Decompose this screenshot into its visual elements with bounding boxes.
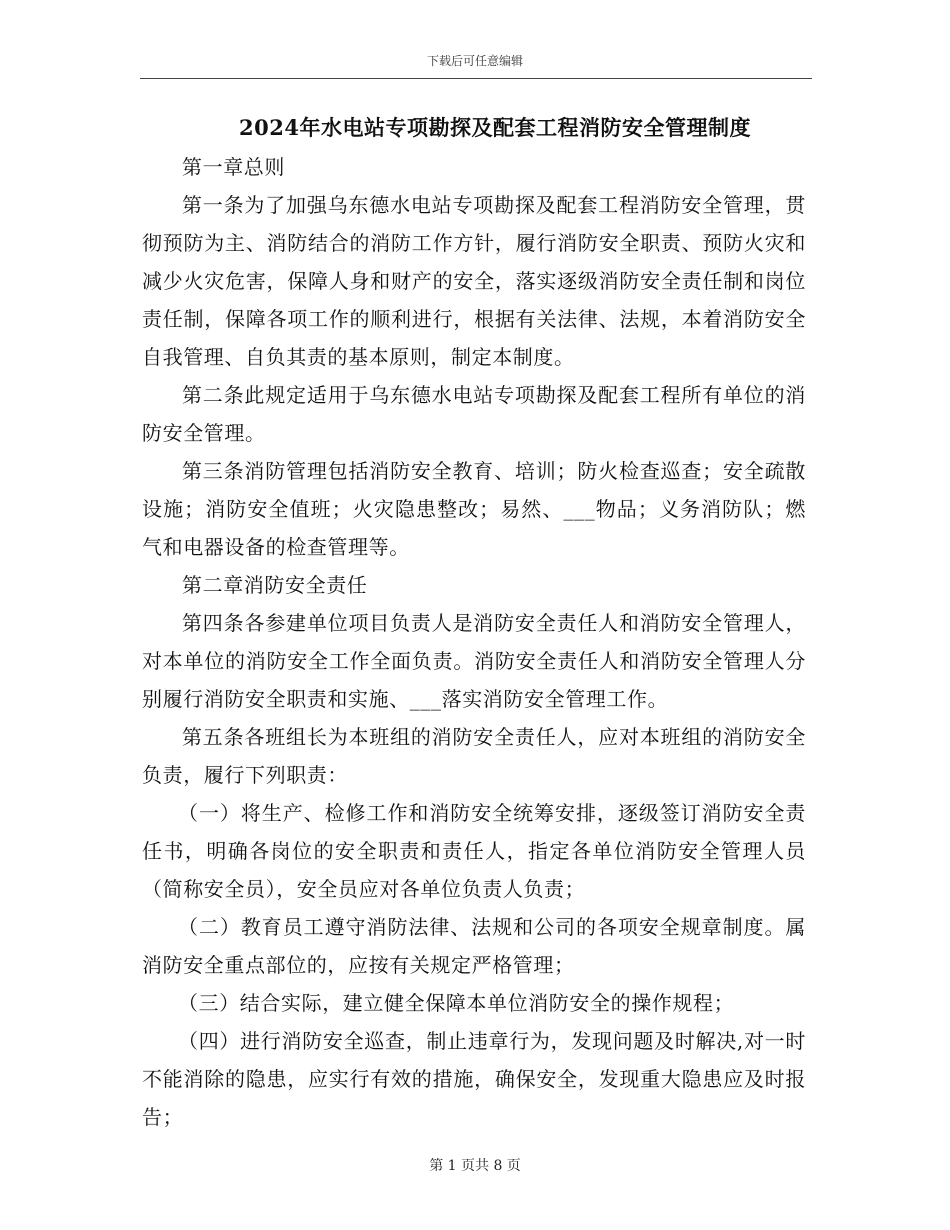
article-paragraph: 第五条各班组长为本班组的消防安全责任人，应对本班组的消防安全负责，履行下列职责： <box>142 725 806 787</box>
chapter-heading: 第一章总则 <box>182 155 285 179</box>
article-paragraph: 第三条消防管理包括消防安全教育、培训；防火检查巡查；安全疏散设施；消防安全值班；火灾隐患整改；易然、___物品；义务消防队；燃气和电器设备的检查管理等。 <box>142 459 806 559</box>
document-title: 2024年水电站专项勘探及配套工程消防安全管理制度 <box>239 115 751 140</box>
list-item: （一）将生产、检修工作和消防安全统筹安排，逐级签订消防安全责任书，明确各岗位的安全职责和责任人，指定各单位消防安全管理人员（简称安全员），安全员应对各单位负责人负责； <box>142 801 806 901</box>
document-body <box>142 148 806 1136</box>
list-item: （二）教育员工遵守消防法律、法规和公司的各项安全规章制度。属消防安全重点部位的，应按有关规定严格管理； <box>142 915 806 977</box>
list-item: （四）进行消防安全巡查，制止违章行为，发现问题及时解决,对一时不能消除的隐患，应实行有效的措施，确保安全，发现重大隐患应及时报告； <box>142 1029 806 1129</box>
header-divider <box>140 78 812 79</box>
chapter-heading: 第二章消防安全责任 <box>182 573 368 597</box>
article-paragraph: 第二条此规定适用于乌东德水电站专项勘探及配套工程所有单位的消防安全管理。 <box>142 383 806 445</box>
article-paragraph: 第四条各参建单位项目负责人是消防安全责任人和消防安全管理人，对本单位的消防安全工作全面负责。消防安全责任人和消防安全管理人分别履行消防安全职责和实施、___落实消防安全管理工作。 <box>142 611 806 711</box>
article-paragraph: 第一条为了加强乌东德水电站专项勘探及配套工程消防安全管理，贯彻预防为主、消防结合的消防工作方针，履行消防安全职责、预防火灾和减少火灾危害，保障人身和财产的安全，落实逐级消防安全责任制和岗位责任制，保障各项工作的顺利进行，根据有关法律、法规，本着消防安全自我管理、自负其责的基本原则，制定本制度。 <box>142 193 806 369</box>
page-header: 下载后可任意编辑 <box>426 54 523 68</box>
page-number: 第 1 页共 8 页 <box>429 1158 521 1174</box>
list-item: （三）结合实际，建立健全保障本单位消防安全的操作规程； <box>178 991 735 1015</box>
